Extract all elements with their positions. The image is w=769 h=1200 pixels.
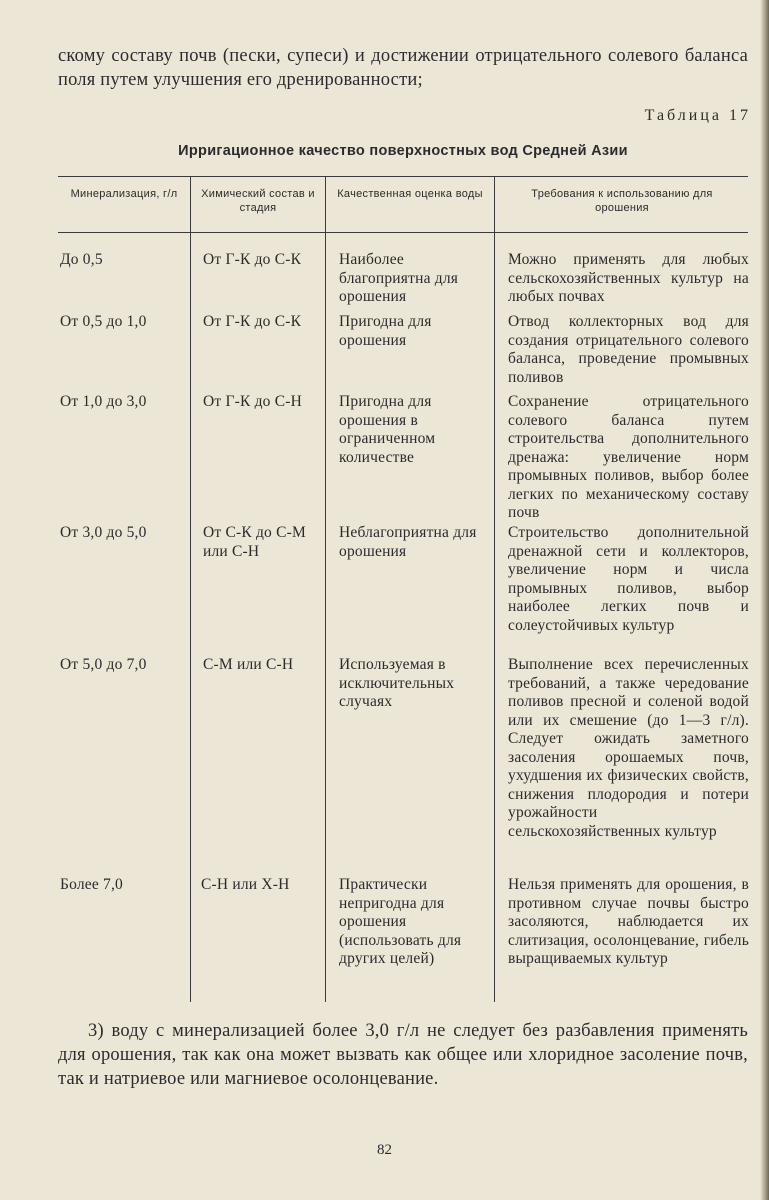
column-divider-2 <box>325 176 326 1002</box>
paragraph-bottom: 3) воду с минерализацией более 3,0 г/л не следует без разбавления применять для орошения, так как она может вызвать как общее или хлоридное засоление почв, так и натриевое или магниевое осолонцевание. <box>58 1021 748 1089</box>
row-1-requirements: Можно применять для любых сельскохозяйственных культур на любых почвах <box>508 251 749 305</box>
header-mineralization: Минерализация, г/л <box>70 188 178 200</box>
row-2-composition: От Г-К до С-К <box>203 313 302 330</box>
header-requirements: Требования к использованию для орошения <box>531 188 713 214</box>
table-label: Таблица 17 <box>644 107 751 124</box>
row-4-requirements: Строительство дополнительной дренажной сети и коллекторов, увеличение норм и числа промывных поливов, выбор наиболее легких почв и солеустойчивых культур <box>508 524 749 634</box>
paragraph-top: скому составу почв (пески, супеси) и достижении отрицательного солевого баланса поля путем улучшения его дренированности; <box>58 46 748 90</box>
row-6-requirements: Нельзя применять для орошения, в противном случае почвы быстро засоляются, наблюдается их слитизация, осолонцевание, гибель выращиваемых культур <box>508 876 749 967</box>
row-4-composition: От С-К до С-М или С-Н <box>203 524 306 560</box>
row-3-requirements: Сохранение отрицательного солевого баланса путем строительства дополнительного дренажа: увеличение норм промывных поливов, выбор более легких по механическому составу почв <box>508 393 749 521</box>
row-5-requirements: Выполнение всех перечисленных требований, а также чередование поливов пресной и соленой водой или их смешение (до 1—3 г/л). Следует ожидать заметного засоления орошаемых почв, ухудшения их физических свойств, снижения плодородия и потери урожайности сельскохозяйственных культур <box>508 656 749 840</box>
row-2-mineralization: От 0,5 до 1,0 <box>60 313 147 330</box>
table-title: Ирригационное качество поверхностных вод Средней Азии <box>178 143 628 159</box>
table-header-rule <box>58 232 748 233</box>
column-divider-3 <box>494 176 495 1002</box>
table-top-rule <box>58 176 748 177</box>
row-6-mineralization: Более 7,0 <box>60 876 123 893</box>
row-3-mineralization: От 1,0 до 3,0 <box>60 393 147 410</box>
row-5-evaluation: Используемая в исключительных случаях <box>339 656 455 710</box>
row-2-evaluation: Пригодна для орошения <box>339 313 432 349</box>
row-3-evaluation: Пригодна для орошения в ограниченном количестве <box>339 393 436 466</box>
row-6-evaluation: Практически непригодна для орошения (использовать для других целей) <box>339 876 462 967</box>
column-divider-1 <box>190 176 191 1002</box>
row-4-evaluation: Неблагоприятна для орошения <box>339 524 477 560</box>
row-1-evaluation: Наиболее благоприятна для орошения <box>339 251 459 305</box>
header-evaluation: Качественная оценка воды <box>337 188 483 200</box>
page-number: 82 <box>377 1142 392 1158</box>
row-1-composition: От Г-К до С-К <box>203 251 302 268</box>
row-5-mineralization: От 5,0 до 7,0 <box>60 656 147 673</box>
row-1-mineralization: До 0,5 <box>60 251 103 268</box>
row-4-mineralization: От 3,0 до 5,0 <box>60 524 147 541</box>
page-edge-shadow <box>760 0 769 1200</box>
row-3-composition: От Г-К до С-Н <box>203 393 302 410</box>
row-6-composition: С-Н или Х-Н <box>201 876 290 893</box>
row-2-requirements: Отвод коллекторных вод для создания отрицательного солевого баланса, проведение промывных поливов <box>508 313 749 386</box>
row-5-composition: С-М или С-Н <box>203 656 294 673</box>
header-composition: Химический состав и стадия <box>201 188 315 214</box>
